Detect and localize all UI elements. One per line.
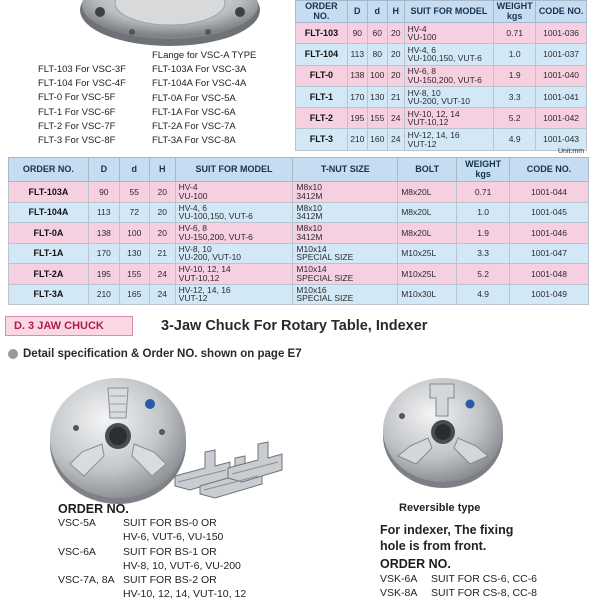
left-order-model: VSC-6A (58, 546, 96, 558)
list-item: FLT-2A For VSC-7A (152, 121, 236, 133)
tnut-size-cell-line: M10x14 (296, 264, 327, 275)
weight-cell: 1.0 (494, 44, 536, 65)
left-order-text: HV-8, 10, VUT-6, VU-200 (123, 560, 241, 572)
right-order-heading: ORDER NO. (380, 557, 451, 571)
table-body (9, 182, 589, 305)
right-order-model: VSK-8A (380, 587, 418, 599)
suit-model-cell-line: VU-100 (178, 190, 208, 201)
order-no-cell: FLT-2A (9, 264, 89, 285)
indexer-note (380, 522, 513, 554)
right-order-text: SUIT FOR CS-8, CC-8 (431, 587, 537, 599)
weight-cell: 5.2 (457, 264, 510, 285)
dimension-H-cell: 20 (387, 44, 404, 65)
dimension-d-cell: 72 (119, 202, 149, 223)
tnut-size-cell-line: M8x10 (296, 202, 322, 213)
dimension-d-cell: 155 (119, 264, 149, 285)
left-order-model: VSC-7A, 8A (58, 574, 115, 586)
col-header-suit: SUIT FOR MODEL (404, 1, 494, 23)
suit-model-cell (404, 129, 494, 150)
tnut-size-cell (293, 243, 398, 264)
dimension-d-cell: 100 (367, 65, 387, 86)
dimension-D-cell: 90 (88, 182, 119, 203)
order-no-cell: FLT-1 (296, 86, 348, 107)
order-no-cell: FLT-3A (9, 284, 89, 305)
order-no-cell: FLT-103A (9, 182, 89, 203)
list-item: FLT-1A For VSC-6A (152, 106, 236, 118)
code-no-cell: 1001-037 (536, 44, 587, 65)
dimension-D-cell: 138 (347, 65, 367, 86)
dimension-H-cell: 20 (149, 202, 175, 223)
tnut-size-cell-line: M8x10 (296, 223, 322, 234)
indexer-note-line: hole is from front. (380, 539, 487, 553)
suit-model-cell-line: VU-200, VUT-10 (178, 252, 242, 263)
col-header-order: ORDER NO. (9, 158, 89, 182)
table-header-row (9, 158, 589, 182)
dimension-H-cell: 24 (149, 284, 175, 305)
suit-model-cell (175, 264, 293, 285)
suit-model-cell (404, 44, 494, 65)
flange-image (70, 0, 270, 50)
dimension-d-cell: 155 (367, 108, 387, 129)
code-no-cell: 1001-040 (536, 65, 587, 86)
weight-cell: 1.9 (457, 223, 510, 244)
flange-a-spec-table (8, 157, 589, 305)
code-no-cell: 1001-043 (536, 129, 587, 150)
weight-cell: 4.9 (457, 284, 510, 305)
suit-model-cell (404, 108, 494, 129)
table-row (296, 86, 587, 107)
list-item: FLT-0 For VSC-5F (38, 92, 116, 104)
left-order-text: SUIT FOR BS-1 OR (123, 546, 217, 558)
unit-label: Unit:mm (558, 148, 585, 155)
col-header-d: d (367, 1, 387, 23)
code-no-cell: 1001-046 (510, 223, 589, 244)
flange-list-a-type (152, 49, 256, 148)
order-no-cell: FLT-104 (296, 44, 348, 65)
list-header: FLange for VSC-A TYPE (152, 50, 257, 61)
code-no-cell: 1001-049 (510, 284, 589, 305)
order-no-cell: FLT-0A (9, 223, 89, 244)
table-row (9, 182, 589, 203)
code-no-cell: 1001-047 (510, 243, 589, 264)
dimension-D-cell: 170 (347, 86, 367, 107)
tnut-size-cell (293, 182, 398, 203)
weight-cell: 3.3 (457, 243, 510, 264)
suit-model-cell-line: VU-100 (407, 32, 437, 43)
tnut-size-cell-line: SPECIAL SIZE (296, 293, 354, 304)
weight-cell: 5.2 (494, 108, 536, 129)
dimension-D-cell: 138 (88, 223, 119, 244)
bolt-cell: M10x30L (398, 284, 457, 305)
order-no-cell: FLT-103 (296, 23, 348, 44)
col-header-bolt: BOLT (398, 158, 457, 182)
code-no-cell: 1001-041 (536, 86, 587, 107)
col-header-weight: WEIGHT kgs (457, 158, 510, 182)
suit-model-cell-line: VU-150,200, VUT-6 (407, 74, 482, 85)
table-header-row (296, 1, 587, 23)
bolt-cell: M10x25L (398, 264, 457, 285)
suit-model-cell-line: HV-4, 6 (178, 202, 208, 213)
tnut-size-cell (293, 202, 398, 223)
reversible-caption: Reversible type (399, 502, 481, 514)
left-order-heading: ORDER NO. (58, 502, 129, 516)
order-no-cell: FLT-3 (296, 129, 348, 150)
list-item: FLT-103A For VSC-3A (152, 64, 247, 76)
code-no-cell: 1001-048 (510, 264, 589, 285)
suit-model-cell-line: VU-100,150, VUT-6 (178, 211, 253, 222)
dimension-d-cell: 60 (367, 23, 387, 44)
col-header-D: D (88, 158, 119, 182)
list-item: FLT-3A For VSC-8A (152, 135, 236, 147)
suit-model-cell-line: VUT-10,12 (178, 272, 220, 283)
suit-model-cell-line: HV-10, 12, 14 (407, 108, 460, 119)
dimension-d-cell: 80 (367, 44, 387, 65)
weight-cell: 0.71 (494, 23, 536, 44)
suit-model-cell-line: VUT-10,12 (407, 117, 449, 128)
left-order-text: SUIT FOR BS-2 OR (123, 574, 217, 586)
col-header-code: CODE NO. (536, 1, 587, 23)
dimension-d-cell: 130 (119, 243, 149, 264)
bolt-cell: M10x25L (398, 243, 457, 264)
suit-model-cell-line: HV-12, 14, 16 (178, 284, 231, 295)
dimension-D-cell: 170 (88, 243, 119, 264)
code-no-cell: 1001-036 (536, 23, 587, 44)
section-tag: D. 3 JAW CHUCK (5, 316, 133, 336)
suit-model-cell (175, 243, 293, 264)
weight-cell: 1.9 (494, 65, 536, 86)
table-row (296, 129, 587, 150)
dimension-H-cell: 24 (387, 108, 404, 129)
suit-model-cell (404, 65, 494, 86)
dimension-D-cell: 210 (88, 284, 119, 305)
suit-model-cell-line: VU-150,200, VUT-6 (178, 231, 253, 242)
tnut-size-cell-line: SPECIAL SIZE (296, 252, 354, 263)
order-no-cell: FLT-1A (9, 243, 89, 264)
suit-model-cell-line: HV-4 (178, 182, 198, 193)
tnut-size-cell-line: M10x14 (296, 243, 327, 254)
left-order-model: VSC-5A (58, 517, 96, 529)
order-no-cell: FLT-104A (9, 202, 89, 223)
weight-cell: 4.9 (494, 129, 536, 150)
dimension-H-cell: 21 (149, 243, 175, 264)
suit-model-cell (404, 86, 494, 107)
bolt-cell: M8x20L (398, 223, 457, 244)
table-row (9, 264, 589, 285)
bullet-icon (8, 349, 18, 359)
list-item: FLT-0A For VSC-5A (152, 92, 236, 104)
list-item: FLT-2 For VSC-7F (38, 120, 116, 132)
col-header-H: H (387, 1, 404, 23)
suit-model-cell (404, 23, 494, 44)
code-no-cell: 1001-044 (510, 182, 589, 203)
dimension-H-cell: 20 (387, 23, 404, 44)
flange-list-standard (38, 63, 126, 148)
suit-model-cell-line: VU-100,150, VUT-6 (407, 53, 482, 64)
dimension-D-cell: 195 (88, 264, 119, 285)
tnut-size-cell-line: 3412M (296, 231, 323, 242)
code-no-cell: 1001-045 (510, 202, 589, 223)
dimension-H-cell: 20 (149, 223, 175, 244)
suit-model-cell (175, 223, 293, 244)
left-order-text: HV-10, 12, 14, VUT-10, 12 (123, 588, 247, 600)
suit-model-cell-line: VUT-12 (407, 138, 437, 149)
right-order-model: VSK-6A (380, 573, 418, 585)
order-no-cell: FLT-0 (296, 65, 348, 86)
suit-model-cell-line: HV-10, 12, 14 (178, 264, 231, 275)
table-row (296, 65, 587, 86)
code-no-cell: 1001-042 (536, 108, 587, 129)
tnut-size-cell (293, 223, 398, 244)
tnut-size-cell (293, 264, 398, 285)
suit-model-cell-line: HV-6, 8 (407, 66, 437, 77)
dimension-d-cell: 55 (119, 182, 149, 203)
list-item: FLT-104A For VSC-4A (152, 78, 247, 90)
table-row (296, 23, 587, 44)
dimension-H-cell: 20 (387, 65, 404, 86)
table-row (296, 108, 587, 129)
table-row (9, 243, 589, 264)
suit-model-cell-line: VUT-12 (178, 293, 208, 304)
weight-cell: 0.71 (457, 182, 510, 203)
col-header-weight: WEIGHT kgs (494, 1, 536, 23)
col-header-D: D (347, 1, 367, 23)
tnut-size-cell-line: 3412M (296, 190, 323, 201)
dimension-D-cell: 90 (347, 23, 367, 44)
dimension-H-cell: 20 (149, 182, 175, 203)
weight-cell: 1.0 (457, 202, 510, 223)
list-item: FLT-103 For VSC-3F (38, 64, 126, 75)
dimension-d-cell: 165 (119, 284, 149, 305)
table-body (296, 23, 587, 151)
suit-model-cell-line: HV-8, 10 (178, 243, 212, 254)
dimension-H-cell: 24 (387, 129, 404, 150)
suit-model-cell-line: HV-8, 10 (407, 87, 441, 98)
right-order-text: SUIT FOR CS-6, CC-6 (431, 573, 537, 585)
bolt-cell: M8x20L (398, 182, 457, 203)
dimension-H-cell: 21 (387, 86, 404, 107)
dimension-D-cell: 113 (88, 202, 119, 223)
indexer-note-line: For indexer, The fixing (380, 523, 514, 537)
left-order-text: HV-6, VUT-6, VU-150 (123, 531, 224, 543)
col-header-H: H (149, 158, 175, 182)
suit-model-cell (175, 202, 293, 223)
reversible-chuck-image (378, 372, 508, 492)
col-header-suit: SUIT FOR MODEL (175, 158, 293, 182)
weight-cell: 3.3 (494, 86, 536, 107)
table-row (9, 223, 589, 244)
dimension-d-cell: 130 (367, 86, 387, 107)
reversible-jaws-image (170, 438, 285, 500)
col-header-order: ORDER NO. (296, 1, 348, 23)
dimension-H-cell: 24 (149, 264, 175, 285)
spec-note (8, 348, 302, 360)
suit-model-cell-line: HV-4 (407, 23, 427, 34)
left-order-text: SUIT FOR BS-0 OR (123, 517, 217, 529)
suit-model-cell (175, 284, 293, 305)
list-item: FLT-1 For VSC-6F (38, 106, 116, 118)
tnut-size-cell-line: M10x16 (296, 284, 327, 295)
tnut-size-cell-line: M8x10 (296, 182, 322, 193)
spec-note-text: Detail specification & Order NO. shown on page E7 (23, 348, 302, 360)
col-header-d: d (119, 158, 149, 182)
table-row (296, 44, 587, 65)
suit-model-cell-line: HV-4, 6 (407, 44, 437, 55)
list-item: FLT-104 For VSC-4F (38, 78, 126, 90)
suit-model-cell-line: HV-6, 8 (178, 223, 208, 234)
section-title: 3-Jaw Chuck For Rotary Table, Indexer (161, 318, 428, 334)
flange-spec-table (295, 0, 587, 151)
col-header-tnut: T-NUT SIZE (293, 158, 398, 182)
dimension-D-cell: 113 (347, 44, 367, 65)
table-row (9, 202, 589, 223)
tnut-size-cell-line: SPECIAL SIZE (296, 272, 354, 283)
dimension-d-cell: 160 (367, 129, 387, 150)
list-item: FLT-3 For VSC-8F (38, 135, 116, 147)
table-row (9, 284, 589, 305)
bolt-cell: M8x20L (398, 202, 457, 223)
tnut-size-cell-line: 3412M (296, 211, 323, 222)
dimension-D-cell: 195 (347, 108, 367, 129)
tnut-size-cell (293, 284, 398, 305)
dimension-D-cell: 210 (347, 129, 367, 150)
suit-model-cell-line: HV-12, 14, 16 (407, 130, 460, 141)
order-no-cell: FLT-2 (296, 108, 348, 129)
col-header-code: CODE NO. (510, 158, 589, 182)
dimension-d-cell: 100 (119, 223, 149, 244)
suit-model-cell (175, 182, 293, 203)
suit-model-cell-line: VU-200, VUT-10 (407, 96, 471, 107)
